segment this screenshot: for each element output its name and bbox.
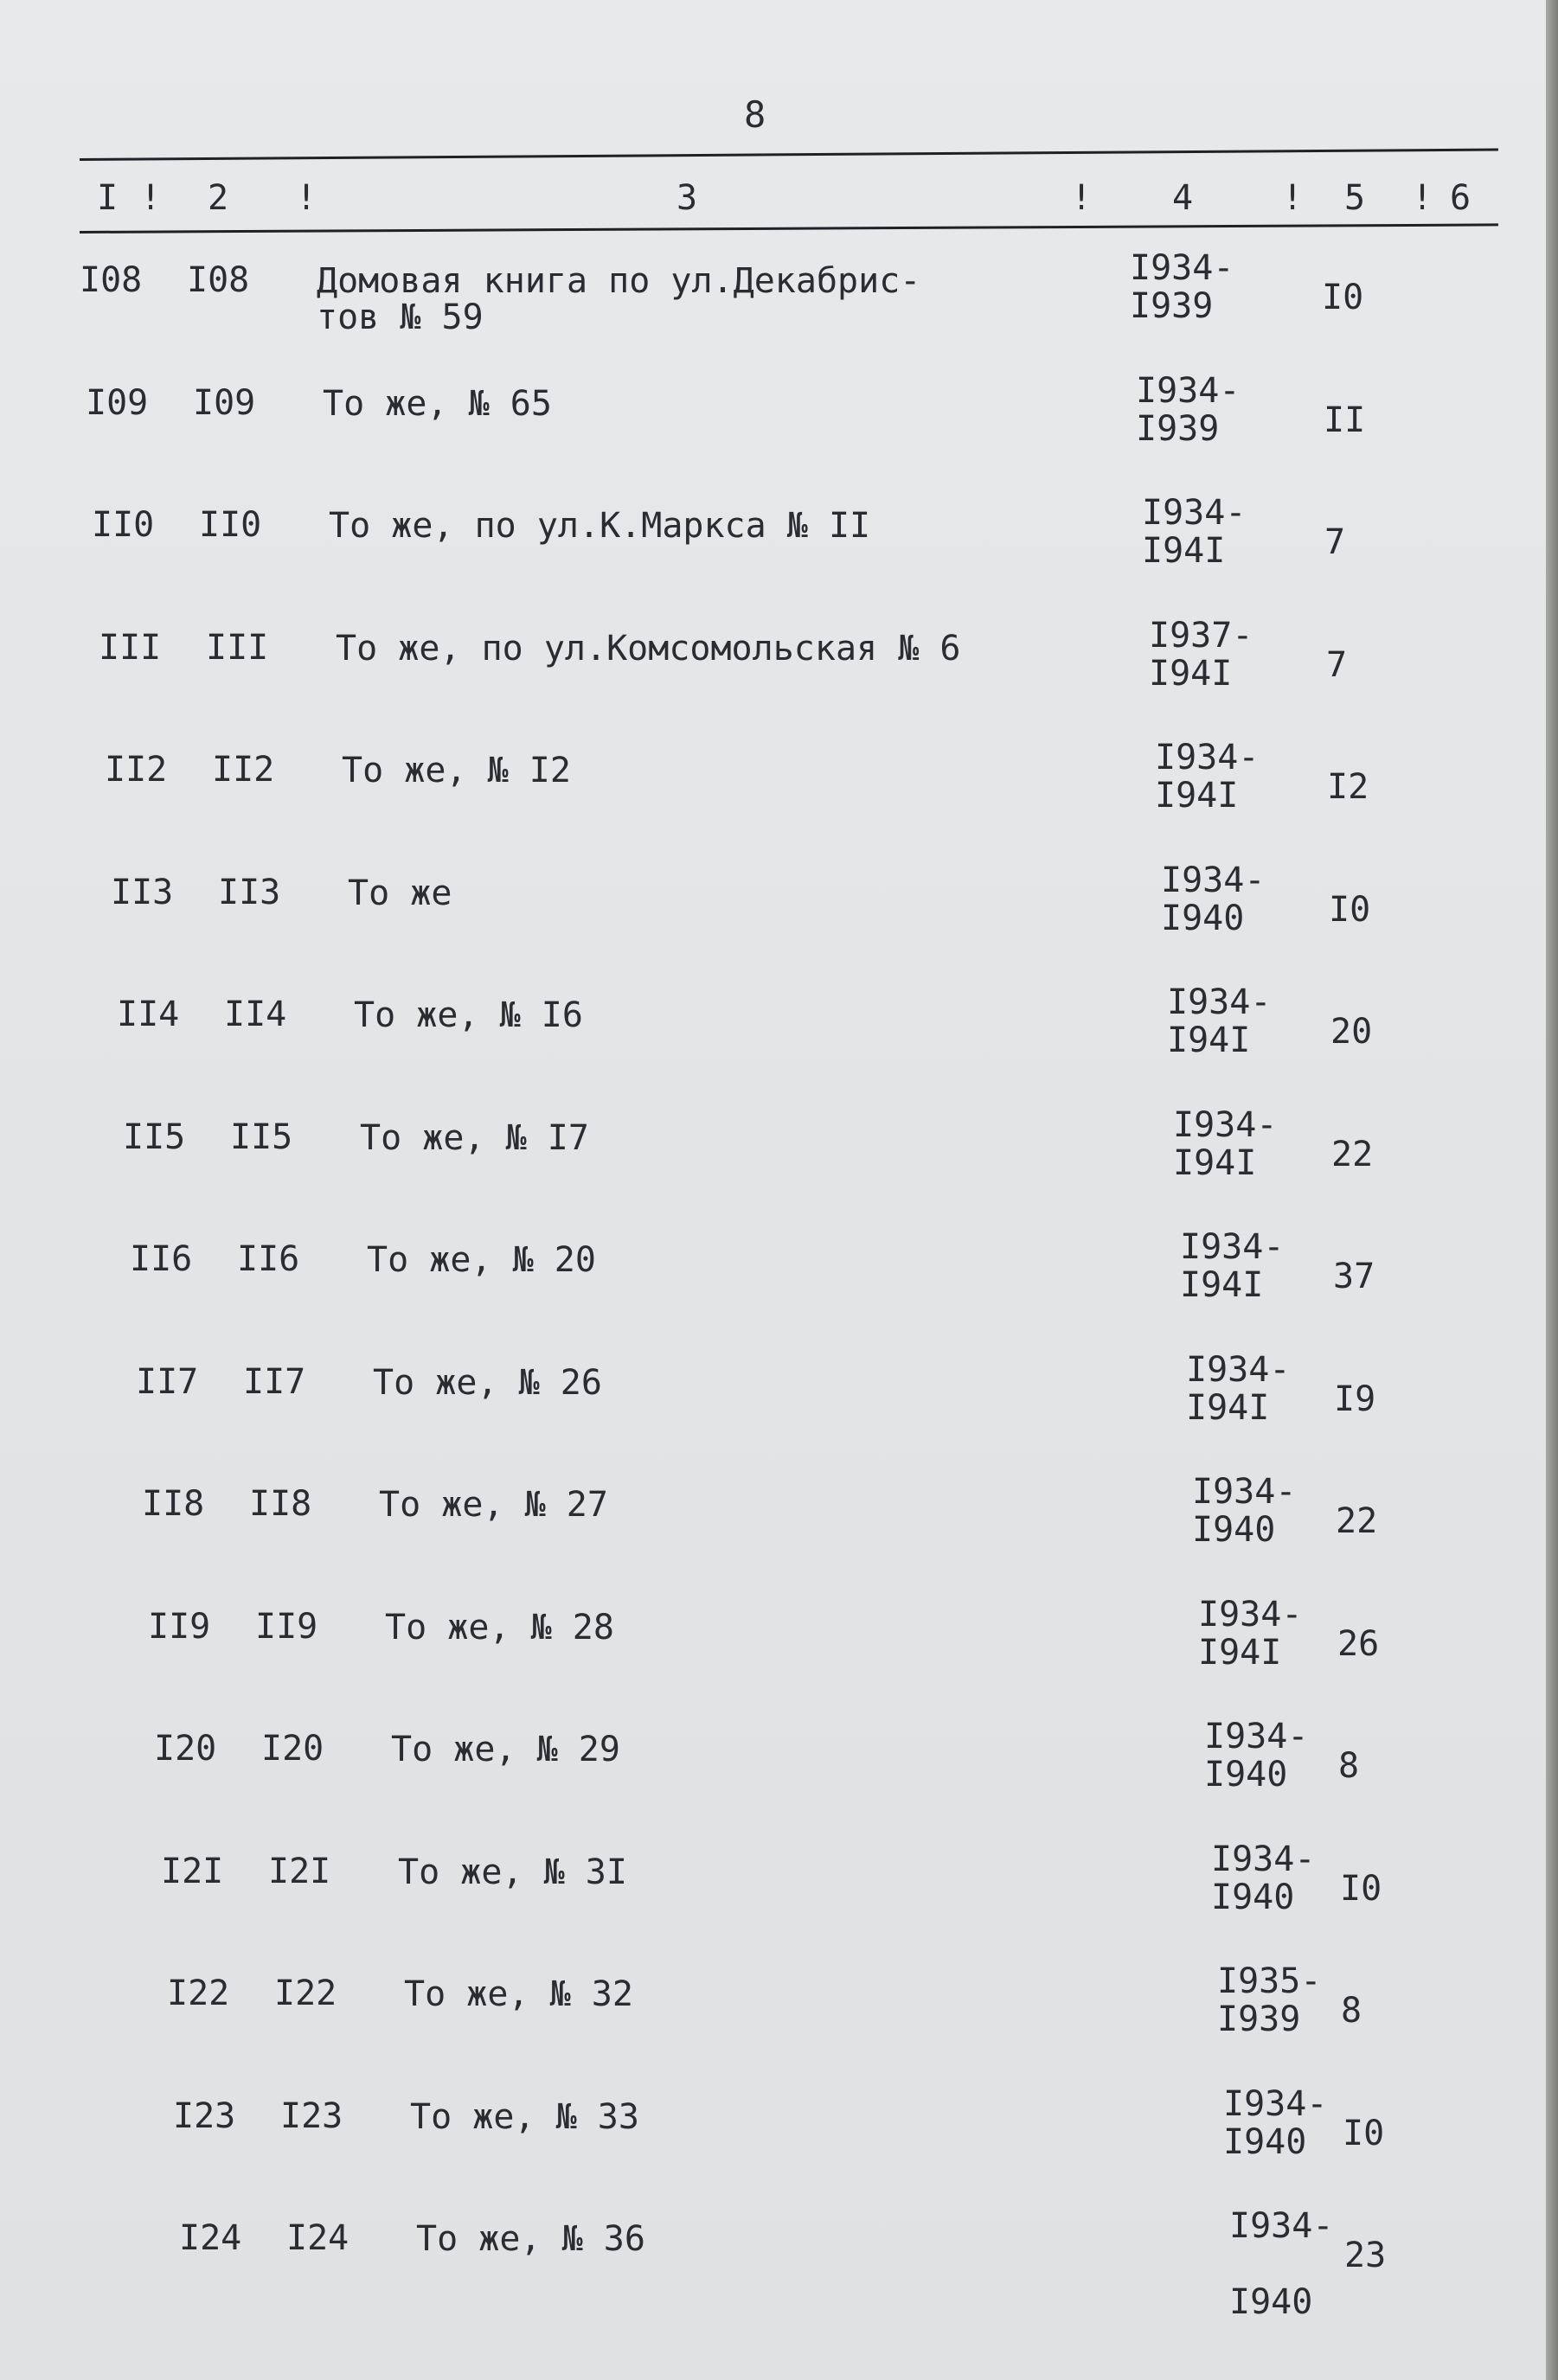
page-count: I0 <box>1340 1869 1382 1909</box>
header-col-6: 6 <box>1450 178 1471 218</box>
record-title: То же <box>348 873 452 913</box>
item-number: II0 <box>199 505 262 545</box>
page-count: I0 <box>1322 278 1364 317</box>
item-number: II6 <box>237 1239 300 1279</box>
page-count: 22 <box>1336 1501 1378 1541</box>
header-separator: ! <box>1071 178 1093 218</box>
item-number: II4 <box>224 995 287 1034</box>
row-number: III <box>99 628 162 668</box>
page-count: 7 <box>1326 645 1348 685</box>
row-number: II4 <box>117 995 180 1034</box>
item-number: II9 <box>255 1607 318 1647</box>
header-separator: ! <box>140 178 162 218</box>
item-number: I22 <box>274 1974 337 2013</box>
page-count: I0 <box>1343 2114 1385 2153</box>
year-range: I934- I940 <box>1161 861 1266 938</box>
header-separator: ! <box>1282 178 1304 218</box>
record-title: То же, № I2 <box>342 751 571 790</box>
year-range: I934- I940 <box>1204 1717 1309 1795</box>
header-col-3: 3 <box>676 178 698 218</box>
row-number: I09 <box>86 383 149 423</box>
record-title: То же, № 20 <box>367 1240 596 1280</box>
item-number: II3 <box>218 873 281 912</box>
row-number: I23 <box>173 2096 236 2136</box>
header-col-1: I <box>97 178 119 218</box>
page-count: I9 <box>1334 1379 1376 1419</box>
item-number: I09 <box>193 383 256 423</box>
record-title: То же, по ул.Комсомольская № 6 <box>336 629 961 669</box>
record-title: То же, № 33 <box>410 2097 639 2137</box>
row-number: I08 <box>80 260 143 300</box>
page-count: 8 <box>1341 1991 1362 2031</box>
year-range: I934- I940 <box>1223 2084 1328 2162</box>
row-number: II9 <box>148 1607 211 1647</box>
record-title: То же, № 65 <box>323 384 552 424</box>
page-count: I0 <box>1329 890 1371 930</box>
row-number: II6 <box>130 1239 193 1279</box>
year-range: I937- I94I <box>1149 616 1253 694</box>
record-title: То же, № 3I <box>398 1852 627 1892</box>
record-title: То же, № 36 <box>416 2219 645 2259</box>
item-number: II2 <box>212 750 275 790</box>
item-number: II8 <box>249 1484 312 1524</box>
page-count: 7 <box>1324 522 1346 562</box>
year-range: I934- I940 <box>1192 1472 1297 1550</box>
item-number: I23 <box>280 2096 343 2136</box>
header-top-rule <box>80 149 1498 161</box>
year-range: I934- I94I <box>1198 1595 1303 1673</box>
row-number: II8 <box>142 1484 205 1524</box>
row-number: II0 <box>92 505 155 545</box>
page-count: 23 <box>1344 2236 1387 2275</box>
item-number: I2I <box>268 1852 331 1891</box>
record-title: То же, № 27 <box>379 1485 608 1525</box>
page-edge <box>1546 0 1558 2380</box>
row-number: I22 <box>167 1974 230 2013</box>
record-title: То же, № 28 <box>385 1608 614 1647</box>
header-separator: ! <box>296 178 317 218</box>
item-number: II7 <box>243 1362 306 1402</box>
header-col-4: 4 <box>1172 178 1194 218</box>
header-col-5: 5 <box>1344 178 1366 218</box>
record-title: То же, № I7 <box>360 1118 589 1158</box>
year-range: I934- I940 <box>1229 2206 1334 2322</box>
page-count: II <box>1324 400 1366 440</box>
year-range: I934- I94I <box>1155 738 1260 816</box>
record-title: То же, № I6 <box>354 995 583 1035</box>
page-count: 20 <box>1330 1012 1373 1052</box>
year-range: I934- I94I <box>1180 1227 1285 1305</box>
year-range: I934- I94I <box>1142 493 1247 571</box>
year-range: I934- I940 <box>1211 1839 1316 1917</box>
record-title: То же, № 26 <box>373 1363 602 1403</box>
page-count: 8 <box>1338 1746 1360 1786</box>
record-title: То же, по ул.К.Маркса № II <box>329 506 871 546</box>
page-count: 22 <box>1331 1135 1374 1174</box>
year-range: I934- I94I <box>1167 982 1272 1060</box>
item-number: I08 <box>187 260 250 300</box>
record-title: Домовая книга по ул.Декабрис- тов № 59 <box>317 261 921 337</box>
year-range: I935- I939 <box>1217 1961 1322 2039</box>
page-count: 26 <box>1337 1624 1380 1664</box>
row-number: I20 <box>154 1729 217 1769</box>
year-range: I934- I94I <box>1173 1105 1278 1183</box>
page-count: I2 <box>1327 767 1369 807</box>
page-count: 37 <box>1333 1257 1375 1296</box>
year-range: I934- I939 <box>1130 248 1234 326</box>
year-range: I934- I939 <box>1136 371 1241 449</box>
record-title: То же, № 29 <box>391 1730 620 1769</box>
row-number: II2 <box>105 750 168 790</box>
item-number: III <box>206 628 269 668</box>
item-number: II5 <box>230 1117 293 1157</box>
row-number: II3 <box>111 873 174 912</box>
item-number: I20 <box>261 1729 324 1769</box>
header-col-2: 2 <box>208 178 229 218</box>
row-number: II7 <box>136 1362 199 1402</box>
page-number: 8 <box>744 93 766 136</box>
record-title: То же, № 32 <box>404 1974 633 2014</box>
header-separator: ! <box>1412 178 1433 218</box>
item-number: I24 <box>286 2218 349 2258</box>
row-number: I2I <box>161 1852 224 1891</box>
row-number: I24 <box>179 2218 242 2258</box>
year-range: I934- I94I <box>1186 1350 1291 1428</box>
row-number: II5 <box>123 1117 186 1157</box>
header-bottom-rule <box>80 223 1498 234</box>
